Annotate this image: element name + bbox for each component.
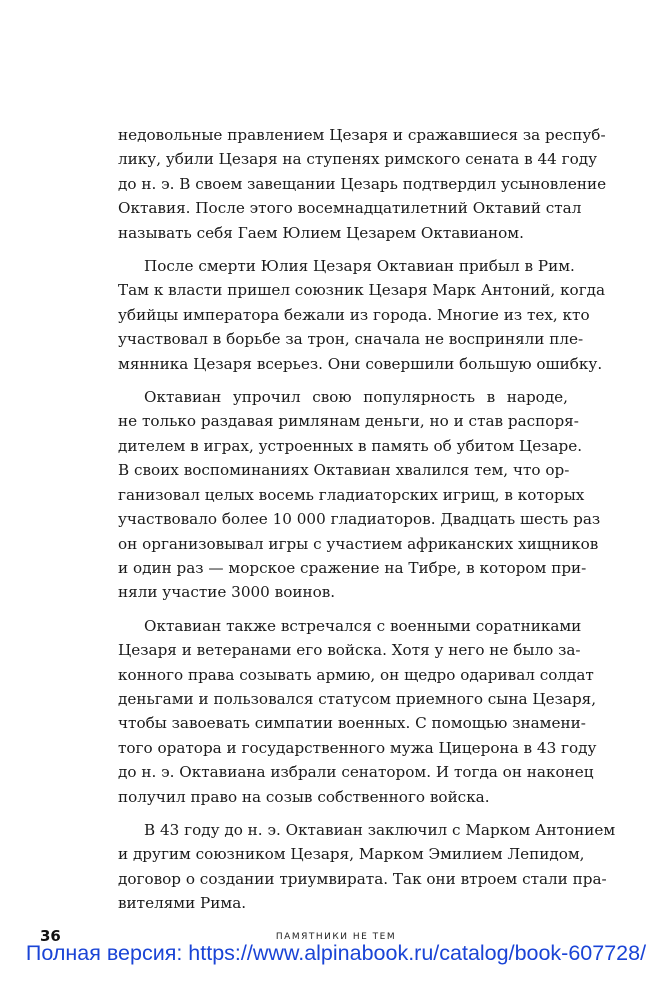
text-line: до н. э. Октавиана избрали сенатором. И тогда он наконец	[118, 763, 594, 782]
full-version-link[interactable]: Полная версия: https://www.alpinabook.ru/catalog/book-607728/	[25, 941, 647, 965]
text-line: чтобы завоевать симпатии военных. С помощью знамени-	[118, 714, 586, 733]
text-line: участвовал в борьбе за трон, сначала не восприняли пле-	[118, 330, 584, 349]
text-line: получил право на созыв собственного войска.	[118, 787, 490, 806]
text-line: и один раз — морское сражение на Тибре, в котором при-	[118, 558, 587, 577]
text-line: не только раздавая римлянам деньги, но и став распоря-	[118, 412, 579, 431]
text-line: Цезаря и ветеранами его войска. Хотя у него не было за-	[118, 641, 581, 660]
text-line: Октавиан упрочил свою популярность в народе,	[144, 388, 568, 407]
paragraph	[118, 385, 601, 605]
text-line: После смерти Юлия Цезаря Октавиан прибыл в Рим.	[144, 257, 575, 276]
text-line: называть себя Гаем Юлием Цезарем Октавианом.	[118, 223, 524, 242]
paragraph	[118, 123, 607, 245]
text-line: лику, убили Цезаря на ступенях римского сената в 44 году	[118, 150, 598, 169]
text-line: убийцы императора бежали из города. Многие из тех, кто	[118, 305, 590, 324]
text-line: дителем в играх, устроенных в память об убитом Цезаре.	[118, 436, 583, 455]
paragraph	[118, 818, 616, 916]
text-line: деньгами и пользовался статусом приемного сына Цезаря,	[118, 689, 597, 708]
page-number: 36	[40, 927, 61, 945]
text-line: участвовало более 10 000 гладиаторов. Двадцать шесть раз	[118, 510, 601, 529]
text-line: он организовывал игры с участием африканских хищников	[118, 534, 599, 553]
text-line: конного права созывать армию, он щедро одаривал солдат	[118, 665, 594, 684]
running-head: ПАМЯТНИКИ НЕ ТЕМ	[275, 932, 397, 942]
text-line: до н. э. В своем завещании Цезарь подтвердил усыновление	[118, 174, 607, 193]
text-line: В своих воспоминаниях Октавиан хвалился тем, что ор-	[118, 461, 570, 480]
text-line: договор о создании триумвирата. Так они втроем стали пра-	[118, 869, 607, 888]
text-line: няли участие 3000 воинов.	[118, 583, 336, 602]
page-body	[118, 123, 616, 925]
text-line: В 43 году до н. э. Октавиан заключил с Марком Антонием	[144, 820, 616, 839]
paragraph	[118, 614, 597, 809]
text-line: Там к власти пришел союзник Цезаря Марк Антоний, когда	[118, 281, 606, 300]
text-line: вителями Рима.	[118, 894, 247, 913]
text-line: Октавиан также встречался с военными соратниками	[144, 616, 582, 635]
text-line: того оратора и государственного мужа Цицерона в 43 году	[118, 738, 597, 757]
text-line: недовольные правлением Цезаря и сражавшиеся за респуб-	[118, 126, 606, 144]
text-line: мянника Цезаря всерьез. Они совершили большую ошибку.	[118, 354, 603, 373]
paragraph	[118, 254, 606, 376]
text-line: ганизовал целых восемь гладиаторских игрищ, в которых	[118, 485, 585, 504]
text-line: Октавия. После этого восемнадцатилетний Октавий стал	[118, 199, 582, 218]
text-line: и другим союзником Цезаря, Марком Эмилием Лепидом,	[118, 845, 585, 864]
